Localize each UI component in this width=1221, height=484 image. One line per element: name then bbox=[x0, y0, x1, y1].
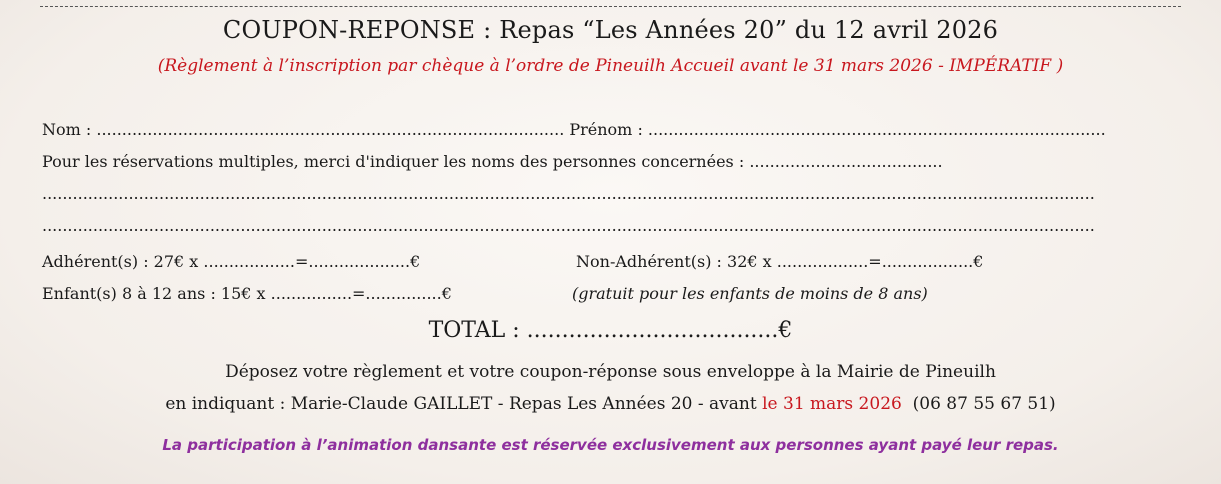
dotted-line-2: ............................................................................................................................................................................................................... bbox=[42, 216, 1095, 235]
adherent-line: Adhérent(s) : 27€ x ..................=....................€ bbox=[42, 252, 421, 271]
deadline-date: le 31 mars 2026 bbox=[762, 394, 902, 414]
nom-prenom-line: Nom : ............................................................................................ Prénom : .......................................................................................... bbox=[42, 120, 1106, 139]
deposit-instruction-2 bbox=[0, 394, 1221, 414]
contact-phone: (06 87 55 67 51) bbox=[912, 394, 1056, 414]
gratuit-note: (gratuit pour les enfants de moins de 8 ans) bbox=[572, 284, 928, 303]
deposit-instruction-text: en indiquant : Marie-Claude GAILLET - Repas Les Années 20 - avant bbox=[165, 394, 763, 414]
total-line: TOTAL : ....................................€ bbox=[428, 318, 793, 343]
non-adherent-line: Non-Adhérent(s) : 32€ x ..................=..................€ bbox=[576, 252, 984, 271]
dance-notice: La participation à l’animation dansante est réservée exclusivement aux personnes ayant payé leur repas. bbox=[162, 436, 1059, 454]
deposit-instruction-1: Déposez votre règlement et votre coupon-réponse sous enveloppe à la Mairie de Pineuilh bbox=[225, 362, 996, 382]
enfant-line: Enfant(s) 8 à 12 ans : 15€ x ................=...............€ bbox=[42, 284, 452, 303]
multiple-reservations-line: Pour les réservations multiples, merci d'indiquer les noms des personnes concernées : ...................................... bbox=[42, 152, 943, 171]
coupon-title: COUPON-REPONSE : Repas “Les Années 20” du 12 avril 2026 bbox=[222, 16, 999, 44]
dotted-line-1: ............................................................................................................................................................................................................... bbox=[42, 184, 1095, 203]
coupon-subtitle: (Règlement à l’inscription par chèque à l’ordre de Pineuilh Accueil avant le 31 mars 2026 - IMPÉRATIF ) bbox=[157, 56, 1064, 76]
cut-line bbox=[40, 6, 1181, 7]
